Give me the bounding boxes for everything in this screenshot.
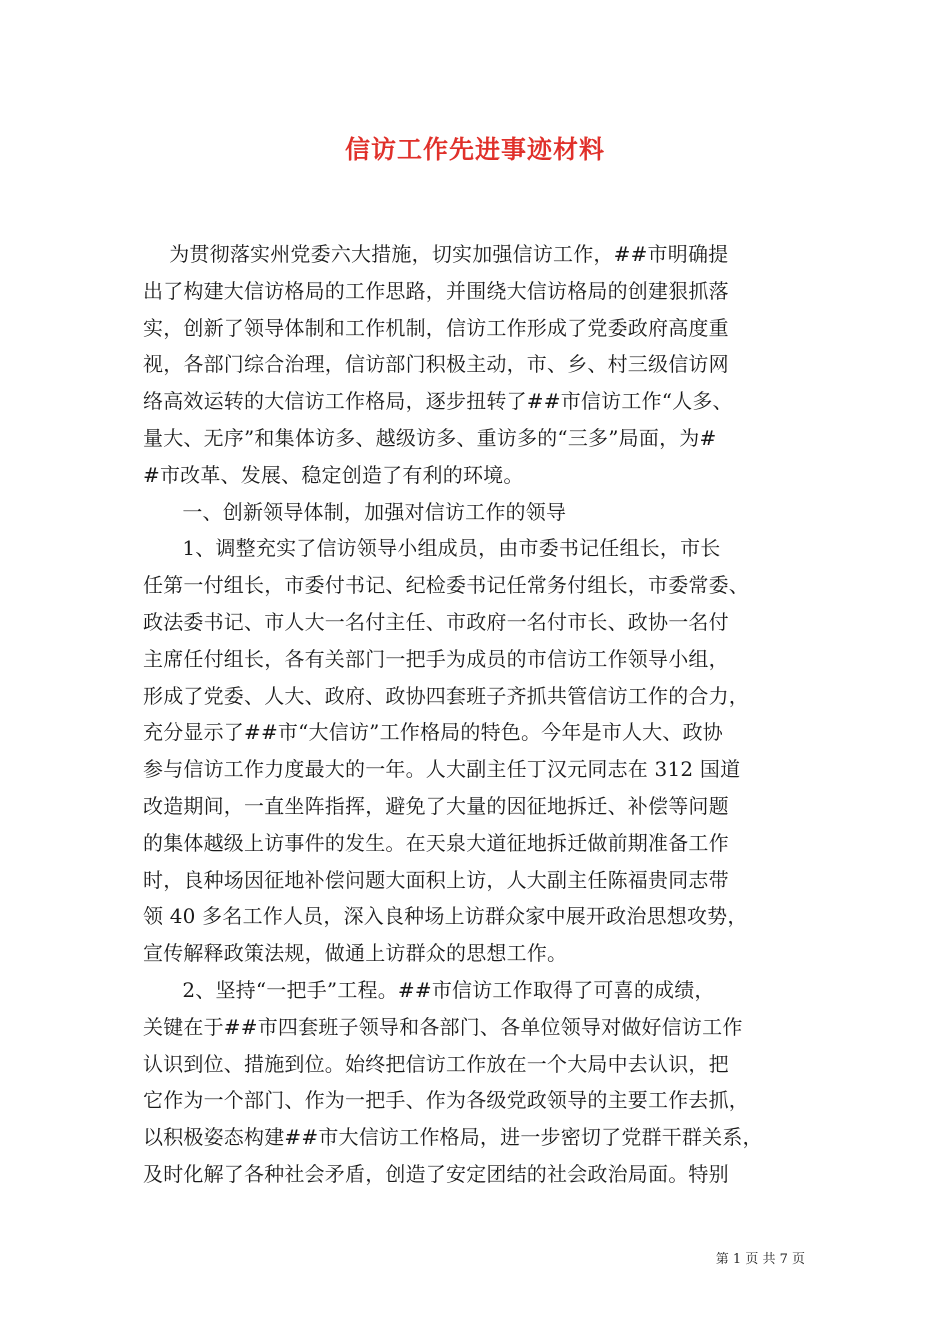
document-body bbox=[143, 236, 823, 1193]
text-line: 宣传解释政策法规，做通上访群众的思想工作。 bbox=[143, 941, 568, 966]
text-line: #市改革、发展、稳定创造了有利的环境。 bbox=[143, 462, 524, 487]
text-line: 的集体越级上访事件的发生。在天泉大道征地拆迁做前期准备工作 bbox=[143, 830, 729, 855]
page-number-footer: 第 1 页 共 7 页 bbox=[715, 1252, 805, 1267]
text-line: 充分显示了##市“大信访”工作格局的特色。今年是市人大、政协 bbox=[143, 720, 723, 745]
text-line: 领 40 多名工作人员，深入良种场上访群众家中展开政治思想攻势， bbox=[143, 904, 748, 929]
text-line: 一、创新领导体制，加强对信访工作的领导 bbox=[143, 499, 567, 524]
text-line: 改造期间，一直坐阵指挥，避免了大量的因征地拆迁、补偿等问题 bbox=[143, 793, 729, 818]
text-line: 参与信访工作力度最大的一年。人大副主任丁汉元同志在 312 国道 bbox=[143, 757, 741, 782]
text-line: 时，良种场因征地补偿问题大面积上访，人大副主任陈福贵同志带 bbox=[143, 867, 729, 892]
text-line: 及时化解了各种社会矛盾，创造了安定团结的社会政治局面。特别 bbox=[143, 1161, 729, 1186]
text-line: 实，创新了领导体制和工作机制，信访工作形成了党委政府高度重 bbox=[143, 315, 729, 340]
text-line: 出了构建大信访格局的工作思路，并围绕大信访格局的创建狠抓落 bbox=[143, 278, 729, 303]
text-line: 关键在于##市四套班子领导和各部门、各单位领导对做好信访工作 bbox=[143, 1014, 743, 1039]
document-title: 信访工作先进事迹材料 bbox=[344, 135, 605, 164]
text-line: 任第一付组长，市委付书记、纪检委书记任常务付组长，市委常委、 bbox=[143, 573, 749, 598]
text-line: 政法委书记、市人大一名付主任、市政府一名付市长、政协一名付 bbox=[143, 609, 729, 634]
text-line: 为贯彻落实州党委六大措施，切实加强信访工作，##市明确提 bbox=[143, 242, 729, 266]
text-line: 视，各部门综合治理，信访部门积极主动，市、乡、村三级信访网 bbox=[143, 352, 729, 377]
text-line: 主席任付组长，各有关部门一把手为成员的市信访工作领导小组， bbox=[143, 646, 729, 671]
text-line: 认识到位、措施到位。始终把信访工作放在一个大局中去认识，把 bbox=[143, 1051, 729, 1076]
text-line: 络高效运转的大信访工作格局，逐步扭转了##市信访工作“人多、 bbox=[143, 389, 733, 414]
text-line: 形成了党委、人大、政府、政协四套班子齐抓共管信访工作的合力， bbox=[143, 683, 749, 708]
text-line: 以积极姿态构建##市大信访工作格局，进一步密切了党群干群关系， bbox=[143, 1125, 763, 1150]
text-line: 1、调整充实了信访领导小组成员，由市委书记任组长，市长 bbox=[143, 536, 721, 561]
text-line: 量大、无序”和集体访多、越级访多、重访多的“三多”局面，为# bbox=[143, 425, 717, 450]
text-line: 它作为一个部门、作为一把手、作为各级党政领导的主要工作去抓， bbox=[143, 1088, 749, 1113]
text-line: 2、坚持“一把手”工程。##市信访工作取得了可喜的成绩， bbox=[143, 977, 715, 1002]
